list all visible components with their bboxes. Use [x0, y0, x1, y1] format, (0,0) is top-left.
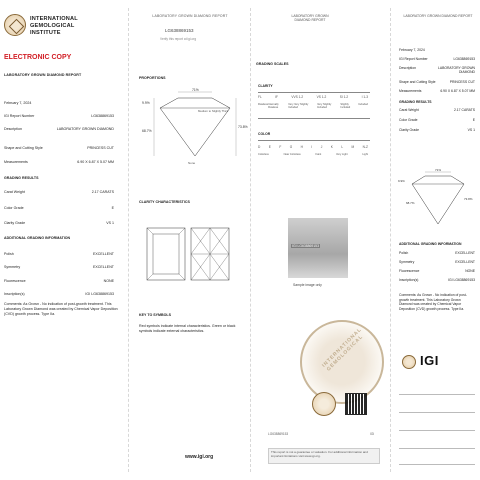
clarity-grade: FL	[258, 95, 262, 99]
field-label: IGI Report Number	[4, 114, 35, 118]
field-label: Inscription(s)	[399, 278, 419, 282]
field-label: Fluorescence	[4, 279, 26, 283]
column-divider	[250, 8, 251, 472]
color-scale-label: COLOR	[258, 132, 271, 136]
field-clarity	[4, 221, 114, 225]
field-value: LG638869153	[453, 57, 475, 61]
right-field-fluorescence	[399, 269, 475, 273]
proportions-diagram	[140, 86, 250, 178]
field-label: Shape and Cutting Style	[4, 146, 43, 150]
field-value: NONE	[103, 279, 114, 283]
field-label: Carat Weight	[4, 190, 25, 194]
key-to-symbols-title: KEY TO SYMBOLS	[139, 313, 172, 317]
footer-disclaimer: This report is not a guarantee or valuation. For additional information and important limitations visit www.igi.org.	[268, 448, 380, 464]
clarity-grade: IF	[275, 95, 278, 99]
right-table-pct: 71%	[435, 168, 442, 173]
table-pct: 71%	[192, 88, 199, 92]
scale-divider	[258, 92, 370, 93]
field-value: EXCELLENT	[93, 252, 114, 256]
field-polish	[4, 252, 114, 256]
color-grade: M	[351, 145, 355, 149]
color-grade: G	[289, 145, 293, 149]
clarity-desc: Included	[358, 103, 368, 106]
column-divider	[128, 8, 129, 472]
right-pavilion-pct: 68.7%	[406, 201, 415, 205]
field-value: LG638869153	[91, 114, 114, 118]
third-header-line: LABORATORY GROWN	[291, 14, 329, 18]
footer-brand: IGI	[370, 432, 375, 436]
field-symmetry	[4, 265, 114, 269]
clarity-plot-diagram	[145, 224, 235, 294]
field-label: Symmetry	[399, 260, 415, 264]
third-header-line: DIAMOND REPORT	[294, 18, 326, 23]
field-value: 2.17 CARATS	[91, 190, 114, 194]
middle-report-number: LG638869153	[165, 28, 194, 33]
clarity-desc: Very Slightly Included	[317, 103, 332, 109]
right-field-shape	[399, 80, 475, 84]
middle-subline: Verify this report at igi.org	[160, 37, 197, 41]
field-label: February 7, 2024	[399, 48, 425, 52]
right-proportions-diagram	[398, 168, 478, 234]
field-value: LABORATORY GROWN DIAMOND	[56, 127, 114, 131]
field-date	[4, 101, 114, 105]
clarity-desc: Slightly Included	[340, 103, 351, 109]
field-value: PRINCESS CUT	[87, 146, 114, 150]
right-additional-title: ADDITIONAL GRADING INFORMATION	[399, 242, 462, 246]
color-grade: I	[311, 145, 313, 149]
color-desc: Faint	[315, 153, 322, 156]
right-field-date	[399, 48, 475, 52]
right-rule	[399, 448, 475, 449]
right-rule	[399, 464, 475, 465]
color-grade: L	[341, 145, 344, 149]
proportions-title: PROPORTIONS	[139, 76, 166, 80]
right-depth-pct: 73.8%	[464, 197, 473, 201]
clarity-desc: Internally Flawless	[268, 103, 279, 109]
field-label: Fluorescence	[399, 269, 420, 273]
right-field-report-number	[399, 57, 475, 61]
field-value: EXCELLENT	[455, 260, 475, 264]
right-field-description	[399, 66, 475, 74]
field-value: 6.90 X 6.87 X 5.07 MM	[77, 160, 114, 164]
qr-code-icon[interactable]	[345, 393, 367, 415]
field-value: 6.90 X 6.87 X 5.07 MM	[440, 89, 475, 93]
field-inscription	[4, 292, 114, 296]
field-label: Symmetry	[4, 265, 21, 269]
scale-divider	[258, 118, 370, 119]
field-value: IGI LG638869153	[448, 278, 475, 282]
color-desc: Near Colorless	[283, 153, 301, 156]
photo-caption: Sample image only	[293, 283, 322, 287]
field-value: PRINCESS CUT	[449, 80, 475, 84]
field-label: February 7, 2024	[4, 101, 32, 105]
right-field-carat	[399, 108, 475, 112]
field-label: Shape and Cutting Style	[399, 80, 436, 84]
field-label: IGI Report Number	[399, 57, 428, 61]
website-link[interactable]: www.igi.org	[185, 454, 214, 460]
color-grade: E	[268, 145, 271, 149]
photo-inscription-label: IGI LG638869153	[292, 244, 319, 248]
color-desc: Very Light	[336, 153, 348, 156]
field-label: Measurements	[399, 89, 422, 93]
color-scale-row	[258, 145, 368, 149]
igi-logo-text: IGI	[420, 353, 439, 368]
right-rule	[399, 412, 475, 413]
field-value: E	[472, 118, 475, 122]
right-field-color	[399, 118, 475, 122]
clarity-desc: Flawless	[258, 103, 269, 106]
right-header: LABORATORY GROWN DIAMOND REPORT	[403, 14, 473, 18]
field-carat	[4, 190, 114, 194]
crown-pct: 9.9%	[142, 101, 150, 105]
color-desc: Light	[362, 153, 368, 156]
field-value: 2.17 CARATS	[453, 108, 475, 112]
field-label: Inscription(s)	[4, 292, 25, 296]
clarity-desc: Very Very Slightly Included	[288, 103, 309, 109]
clarity-grade: VVS 1-2	[291, 95, 304, 99]
right-grading-results-title: GRADING RESULTS	[399, 100, 432, 104]
electronic-copy-label: ELECTRONIC COPY	[4, 54, 72, 61]
igi-seal-icon	[402, 355, 416, 369]
field-label: Clarity Grade	[399, 128, 419, 132]
field-fluorescence	[4, 279, 114, 283]
color-grade: H	[300, 145, 303, 149]
field-label: Carat Weight	[399, 108, 419, 112]
clarity-grade: I 1-3	[361, 95, 368, 99]
field-value: NONE	[465, 269, 475, 273]
field-color	[4, 206, 114, 210]
right-field-clarity	[399, 128, 475, 132]
field-value: LABORATORY GROWN DIAMOND	[437, 66, 475, 74]
clarity-grade: SI 1-2	[339, 95, 349, 99]
field-label: Description	[399, 66, 416, 70]
brand-line: INSTITUTE	[30, 29, 61, 36]
clarity-scale-row	[258, 95, 368, 99]
clarity-grade: VS 1-2	[316, 95, 327, 99]
report-title: LABORATORY GROWN DIAMOND REPORT	[4, 73, 82, 77]
field-value: EXCELLENT	[93, 265, 114, 269]
field-value: EXCELLENT	[455, 251, 475, 255]
brand-name	[30, 16, 100, 37]
field-label: Color Grade	[399, 118, 418, 122]
color-grade: N-Z	[362, 145, 368, 149]
clarity-characteristics-title: CLARITY CHARACTERISTICS	[139, 200, 190, 204]
right-rule	[399, 394, 475, 395]
grading-results-title: GRADING RESULTS	[4, 176, 39, 180]
field-label: Color Grade	[4, 206, 24, 210]
color-desc-row	[258, 153, 368, 156]
depth-pct: 73.8%	[238, 125, 248, 129]
right-field-symmetry	[399, 260, 475, 264]
third-header	[265, 14, 355, 23]
field-report-number	[4, 114, 114, 118]
field-value: E	[111, 206, 114, 210]
brand-line: GEMOLOGICAL	[30, 22, 75, 29]
field-label: Polish	[4, 252, 14, 256]
footer-report-number: LG638869153	[268, 432, 289, 436]
right-field-polish	[399, 251, 475, 255]
girdle-label: Medium to Slightly Thick	[198, 109, 229, 113]
right-field-inscription	[399, 278, 475, 282]
culet-label: None	[188, 161, 196, 165]
color-grade: F	[279, 145, 282, 149]
field-label: Polish	[399, 251, 409, 255]
clarity-desc-row	[258, 103, 368, 109]
grading-scales-title: GRADING SCALES	[256, 62, 289, 66]
field-label: Description	[4, 127, 22, 131]
color-grade: D	[258, 145, 261, 149]
field-value: VS 1	[467, 128, 475, 132]
color-desc: Colorless	[258, 153, 269, 156]
field-label: Measurements	[4, 160, 28, 164]
field-label: Clarity Grade	[4, 221, 26, 225]
pavilion-pct: 68.7%	[142, 129, 152, 133]
key-note: Red symbols indicate internal characteristics. Green or black symbols indicate external characteristics.	[139, 324, 236, 333]
column-divider	[390, 8, 391, 472]
right-rule	[399, 430, 475, 431]
field-measurements	[4, 160, 114, 164]
right-comments: Comments: As Grown - No indication of post-growth treatment. This Laboratory Grown Diamond was created by Chemical Vapor Deposition (CVD) growth process. Type IIa.	[399, 293, 467, 311]
comments: Comments: As Grown - No indication of post-growth treatment. This Laboratory Grown Diamond was created by Chemical Vapor Deposition (CVD) growth process. Type IIa.	[4, 302, 118, 316]
right-crown-pct: 9.9%	[398, 179, 405, 183]
scale-divider	[258, 140, 370, 141]
igi-seal-icon	[4, 14, 26, 36]
color-grade: J	[320, 145, 323, 149]
color-grade: K	[330, 145, 333, 149]
igi-seal-icon	[312, 392, 336, 416]
clarity-scale-label: CLARITY	[258, 84, 273, 88]
field-value: VS 1	[106, 221, 114, 225]
field-value: IGI LG638869153	[85, 292, 114, 296]
middle-header: LABORATORY GROWN DIAMOND REPORT	[152, 14, 228, 18]
right-field-measurements	[399, 89, 475, 93]
field-shape	[4, 146, 114, 150]
institute-seal-watermark	[300, 320, 384, 404]
brand-line: INTERNATIONAL	[30, 16, 78, 22]
seal-watermark-text: INTERNATIONAL GEMOLOGICAL	[321, 326, 365, 373]
additional-title: ADDITIONAL GRADING INFORMATION	[4, 236, 71, 240]
diamond-sample-photo	[288, 218, 348, 278]
field-description	[4, 127, 114, 131]
